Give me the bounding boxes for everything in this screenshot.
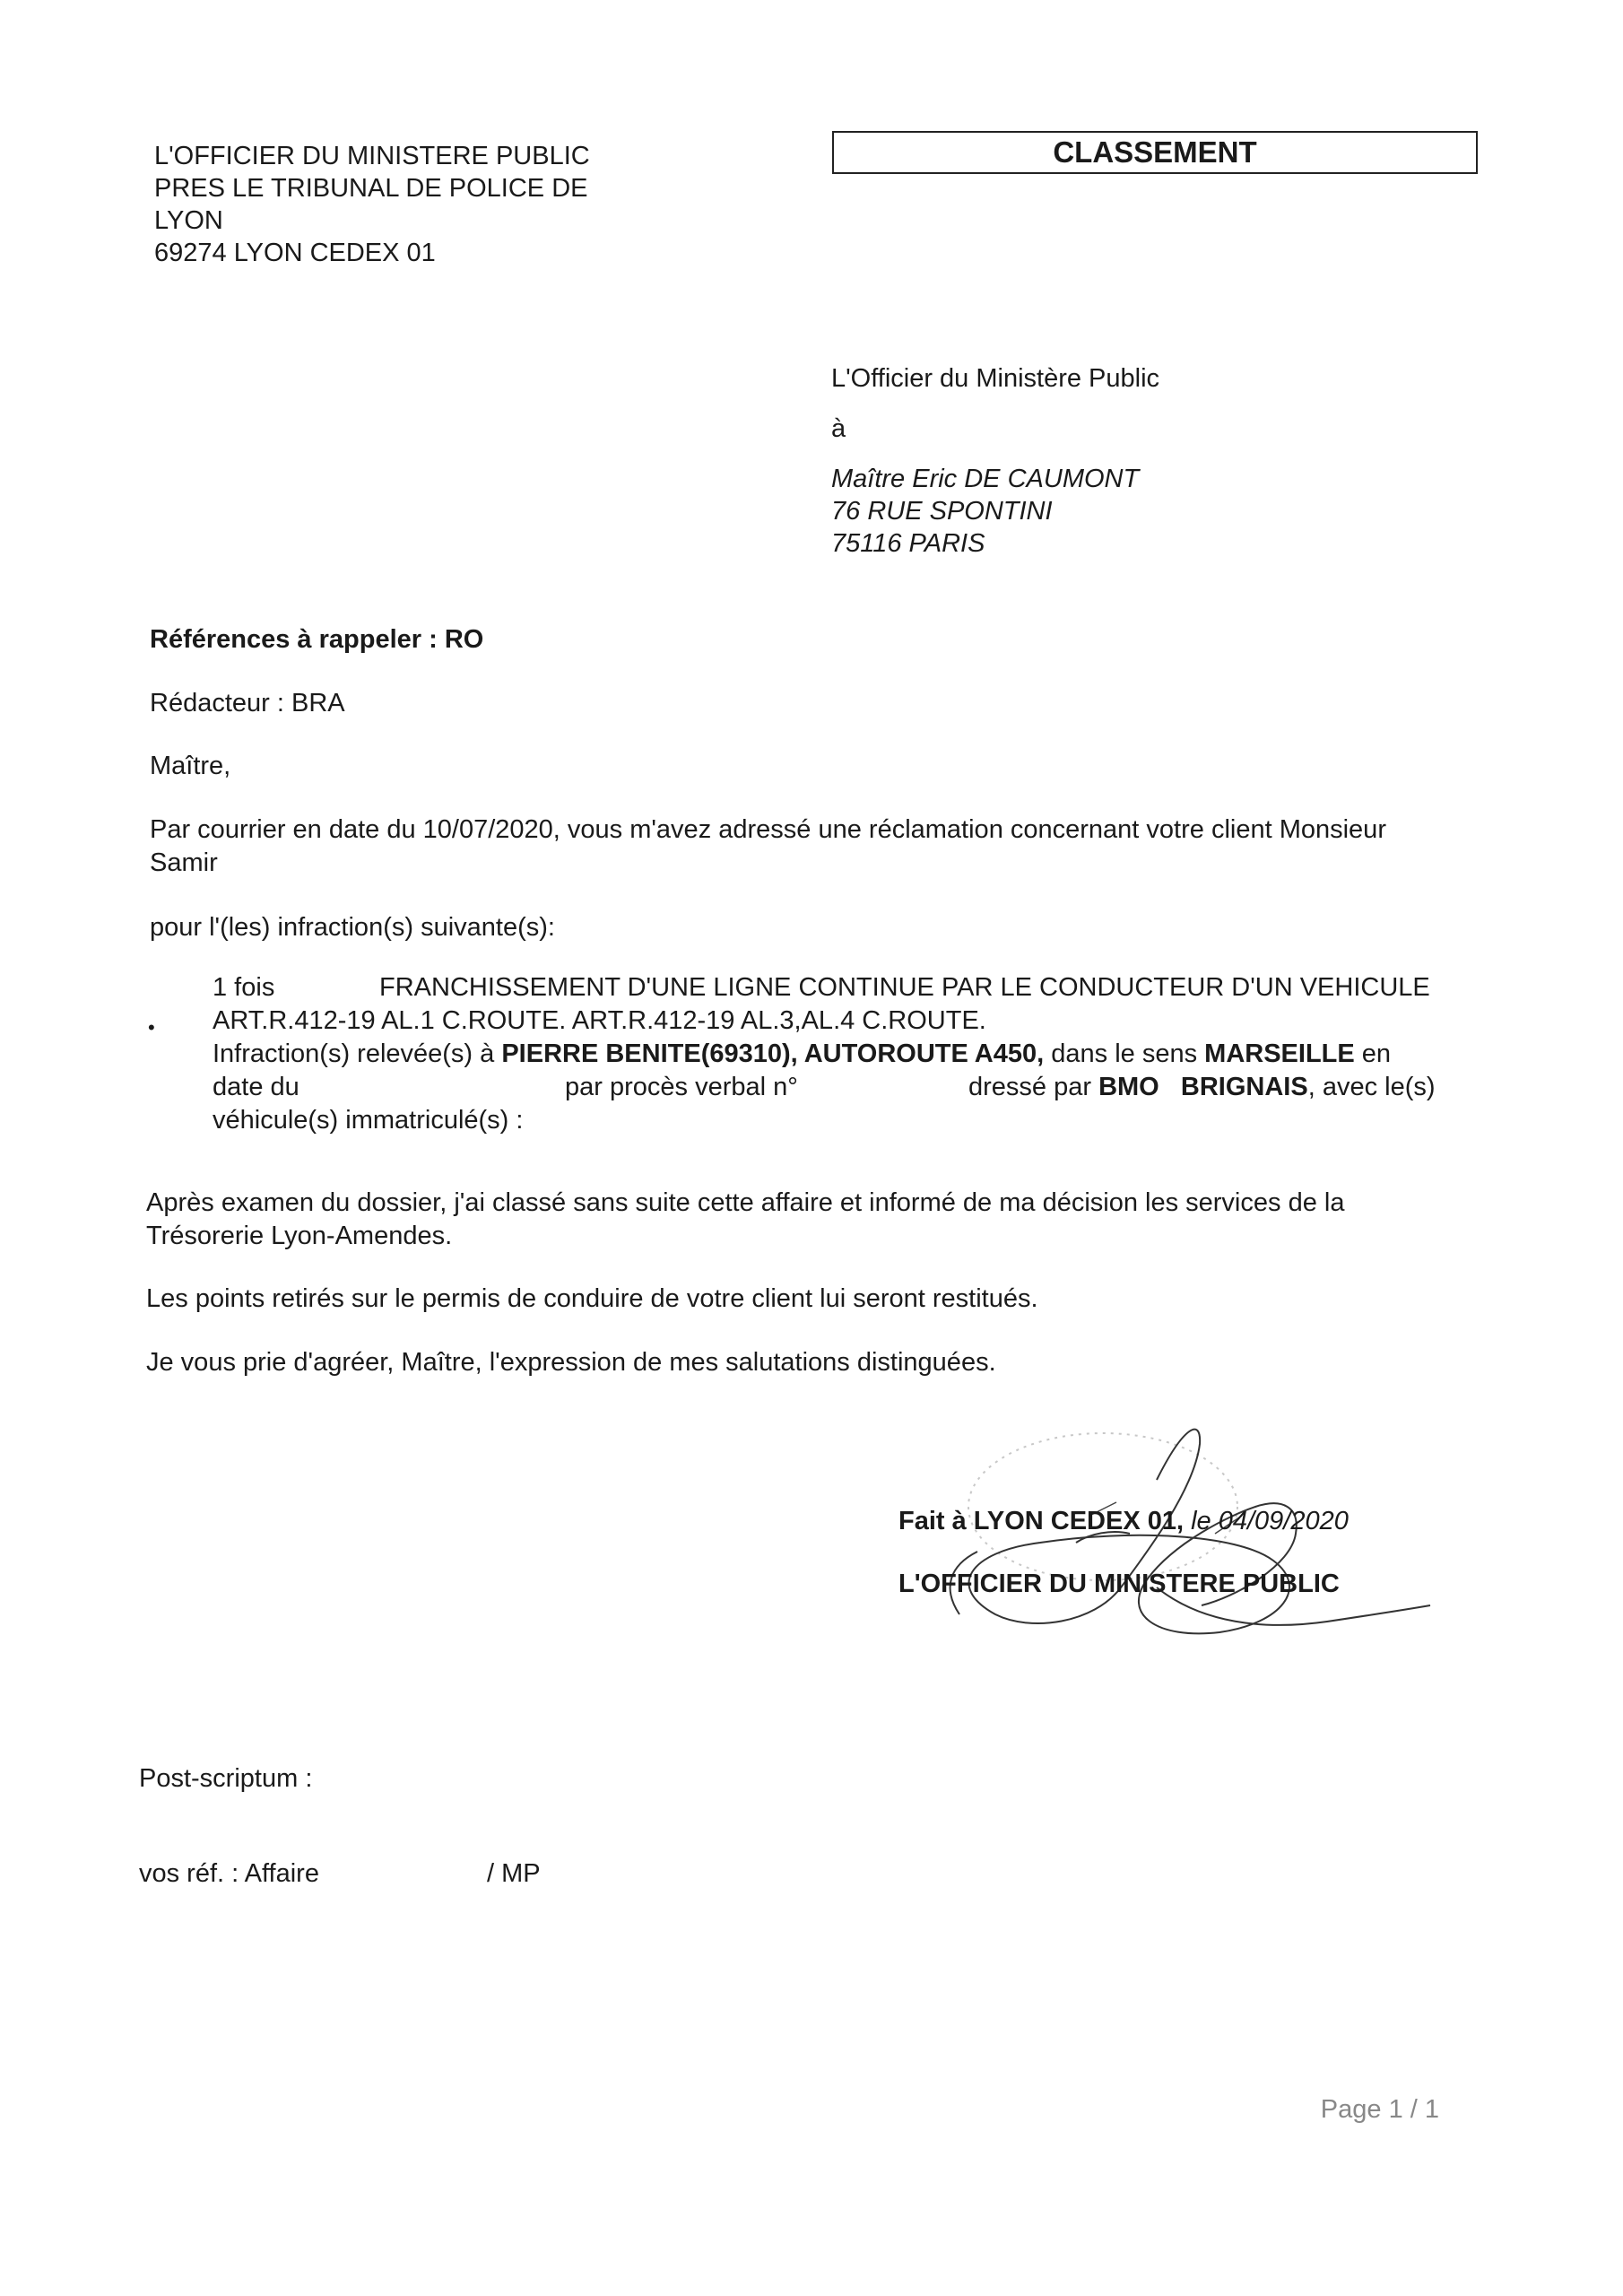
page-number: Page 1 / 1: [1320, 2095, 1439, 2124]
infraction-relevee-prefix: Infraction(s) relevée(s) à: [213, 1039, 502, 1068]
bullet: •: [148, 1016, 155, 1039]
sender-line-3: LYON: [154, 206, 223, 235]
closing-formula: Je vous prie d'agréer, Maître, l'expression de mes salutations distinguées.: [146, 1348, 996, 1377]
sender-line-2: PRES LE TRIBUNAL DE POLICE DE: [154, 174, 588, 203]
recipient-name: Maître Eric DE CAUMONT: [831, 465, 1140, 493]
signature-block: [898, 1505, 1349, 1600]
recipient-city: 75116 PARIS: [831, 529, 985, 558]
vos-ref-label: vos réf. : Affaire: [139, 1859, 319, 1888]
infraction-vehicule: véhicule(s) immatriculé(s) :: [213, 1106, 524, 1135]
infraction-avec: , avec le(s): [1307, 1073, 1436, 1101]
infraction-dresse-par: dressé par: [968, 1073, 1099, 1101]
salutation: Maître,: [150, 752, 231, 780]
sender-block: [154, 140, 590, 269]
recipient-street: 76 RUE SPONTINI: [831, 497, 1053, 526]
classement-title: CLASSEMENT: [1053, 135, 1257, 169]
recipient-block: [831, 362, 1159, 560]
signature-le: le: [1184, 1507, 1219, 1535]
points-restitues: Les points retirés sur le permis de conduire de votre client lui seront restitués.: [146, 1284, 1038, 1313]
infraction-count: 1 fois: [213, 973, 275, 1002]
decision-line-1: Après examen du dossier, j'ai classé sans suite cette affaire et informé de ma décision les services de la: [146, 1188, 1345, 1217]
sender-line-4: 69274 LYON CEDEX 01: [154, 239, 436, 267]
infraction-date-du: date du: [213, 1073, 299, 1101]
recipient-from: L'Officier du Ministère Public: [831, 364, 1160, 393]
infractions-label: pour l'(les) infraction(s) suivante(s):: [150, 913, 555, 942]
infraction-sens: MARSEILLE: [1204, 1039, 1355, 1068]
references: Références à rappeler : RO: [150, 625, 484, 654]
infraction-proces-verbal: par procès verbal n°: [565, 1073, 798, 1101]
classement-box: [832, 131, 1478, 174]
infraction-articles: ART.R.412-19 AL.1 C.ROUTE. ART.R.412-19 AL.3,AL.4 C.ROUTE.: [213, 1006, 986, 1035]
infraction-agent: BMO BRIGNAIS: [1098, 1073, 1308, 1101]
recipient-to-word: à: [831, 414, 846, 443]
signature-title: L'OFFICIER DU MINISTERE PUBLIC: [898, 1570, 1340, 1598]
postscriptum: Post-scriptum :: [139, 1764, 313, 1793]
intro-line-2: Samir: [150, 848, 218, 877]
infraction-sens-prefix: dans le sens: [1044, 1039, 1205, 1068]
signature-fait-a: Fait à LYON CEDEX 01,: [898, 1507, 1185, 1535]
infraction-title: FRANCHISSEMENT D'UNE LIGNE CONTINUE PAR LE CONDUCTEUR D'UN VEHICULE: [379, 973, 1430, 1002]
decision-line-2: Trésorerie Lyon-Amendes.: [146, 1222, 453, 1250]
intro-line-1: Par courrier en date du 10/07/2020, vous m'avez adressé une réclamation concernant votre client Monsieur: [150, 815, 1386, 844]
infraction-sens-suffix: en: [1354, 1039, 1392, 1068]
sender-line-1: L'OFFICIER DU MINISTERE PUBLIC: [154, 142, 590, 170]
vos-ref-suffix: / MP: [487, 1859, 541, 1888]
signature-date: 04/09/2020: [1218, 1507, 1349, 1535]
redacteur: Rédacteur : BRA: [150, 689, 345, 718]
infraction-place: PIERRE BENITE(69310), AUTOROUTE A450,: [501, 1039, 1045, 1068]
